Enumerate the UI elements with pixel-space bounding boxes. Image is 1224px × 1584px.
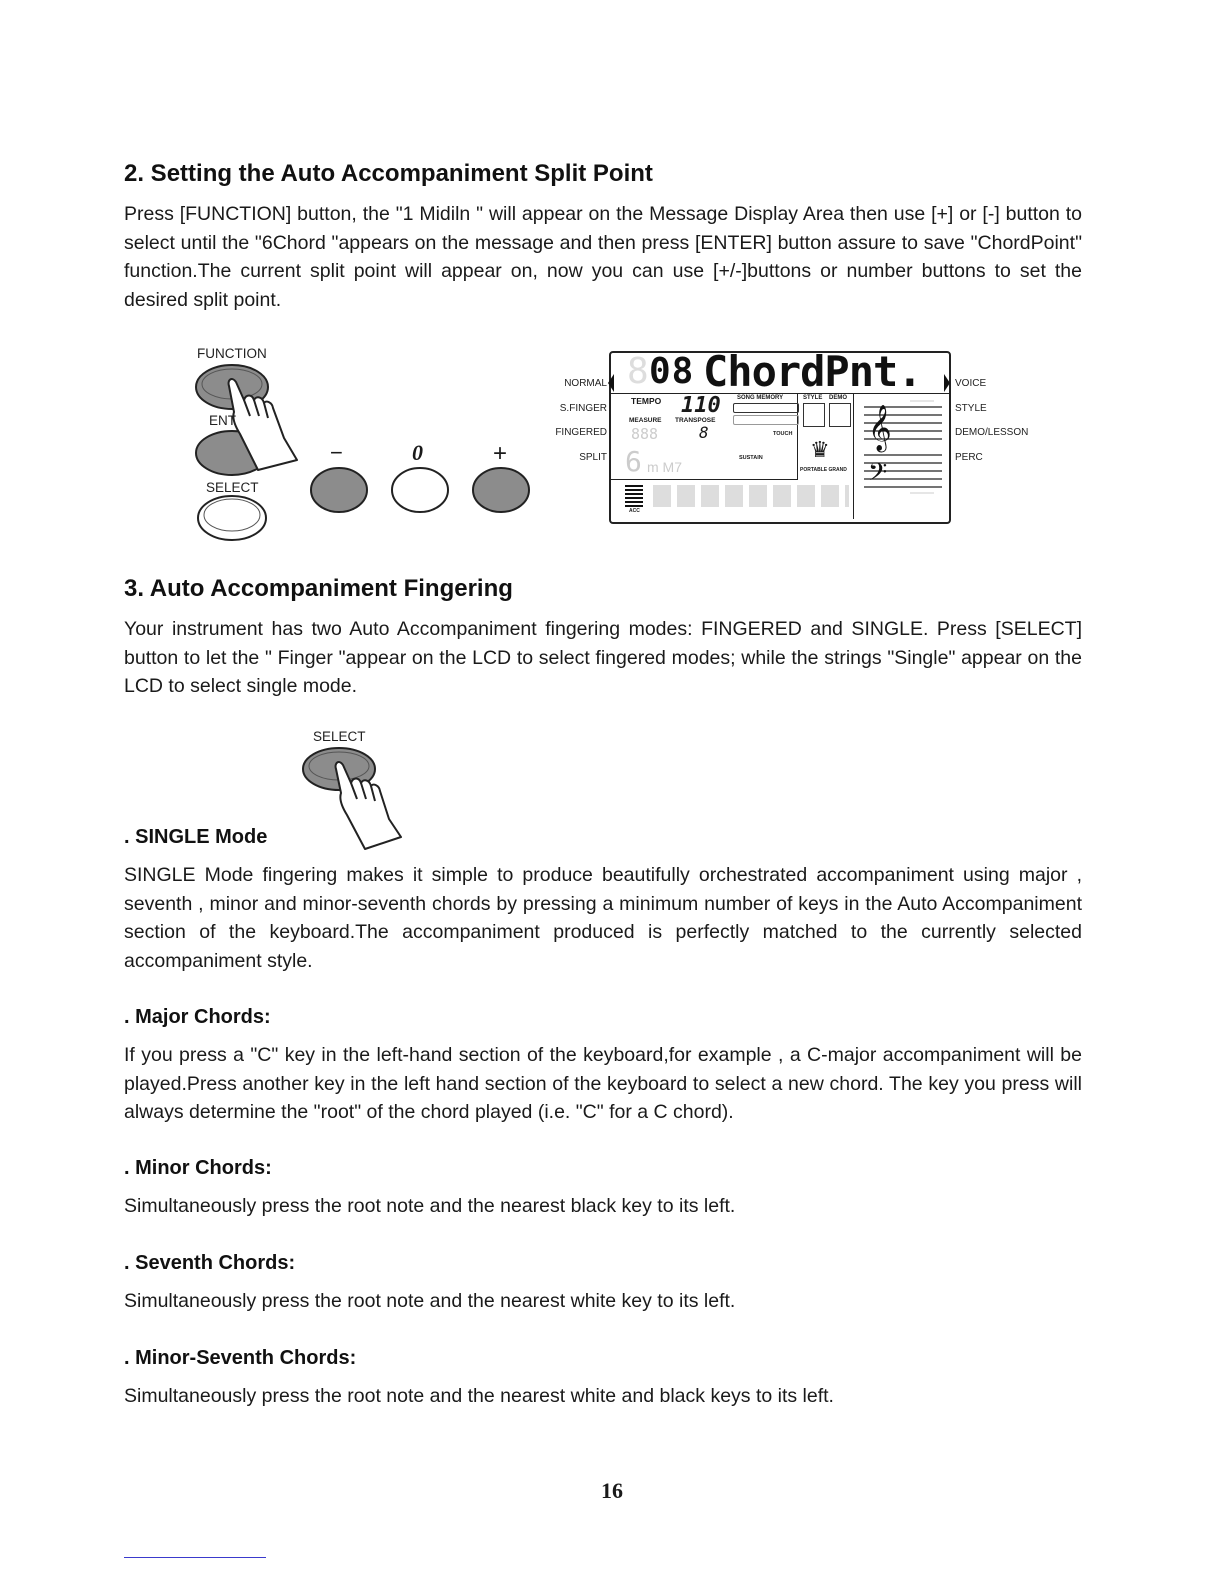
section-3-body: Your instrument has two Auto Accompaniment fingering modes: FINGERED and SINGLE. Press [SELECT] button to let the " Finger "appear on the LCD to select fingered modes; while the strings "Single" appear on the LCD to select single mode. — [124, 618, 1082, 697]
zero-label: 0 — [412, 440, 423, 465]
minor-chords-body: Simultaneously press the root note and the nearest black key to its left. — [124, 1195, 736, 1217]
zero-button[interactable] — [392, 468, 448, 512]
minor-seventh-chords-body: Simultaneously press the root note and the nearest white and black keys to its left. — [124, 1385, 834, 1407]
lcd-song-memory-label: SONG MEMORY — [737, 395, 784, 401]
lcd-grand-piano-box — [797, 433, 854, 479]
seventh-chords-heading: . Seventh Chords: — [124, 1252, 296, 1274]
minor-seventh-chords-heading: . Minor-Seventh Chords: — [124, 1347, 357, 1369]
major-chords-body: If you press a "C" key in the left-hand section of the keyboard,for example , a C-major accompaniment will be played.Press another key in the left hand section of the keyboard to select a new chord. The key you press will always determine the "root" of the chord played (i.e. "C" for a C chord). — [124, 1044, 1082, 1123]
lcd-acc-bars — [625, 485, 643, 507]
lcd-label-voice: VOICE — [955, 378, 987, 389]
section-2-heading: 2. Setting the Auto Accompaniment Split Point — [124, 160, 653, 187]
indicator-right-icon — [944, 374, 950, 392]
svg-text:𝄢: 𝄢 — [868, 458, 888, 493]
lcd-label-sfinger: S.FINGER — [559, 402, 607, 414]
select-button[interactable] — [198, 496, 266, 540]
plus-label: + — [493, 440, 508, 467]
single-mode-heading: . SINGLE Mode — [124, 826, 268, 848]
piano-icon: ♛ — [810, 437, 830, 462]
plus-button[interactable] — [473, 468, 529, 512]
section-2-body: Press [FUNCTION] button, the "1 Midiln " will appear on the Message Display Area then use [+] or [-] button to select until the "6Chord "appears on the message and then press [ENTER] button assure to save "ChordPoint" function.The current split point will appear on, now you can use [+/-]buttons or number buttons to set the desired split point. — [124, 203, 1082, 311]
lcd-song-memory-bar — [733, 403, 799, 413]
lcd-tempo-value: 110 — [681, 393, 721, 418]
minus-label: − — [330, 440, 343, 465]
lcd-style-box — [803, 403, 825, 427]
lcd-label-perc: PERC — [955, 451, 983, 463]
lcd-portable-grand-label: PORTABLE GRAND — [800, 467, 847, 473]
lcd-message: ChordPnt. — [703, 347, 922, 396]
page-number: 16 — [601, 1478, 623, 1503]
lcd-acc-label: ACC — [629, 508, 640, 514]
lcd-label-style: STYLE — [955, 402, 987, 414]
lcd-message-row: 8 08 ChordPnt. — [611, 353, 949, 394]
indicator-left-icon — [608, 374, 614, 392]
lcd-demo-label: DEMO — [829, 395, 847, 401]
minus-button[interactable] — [311, 468, 367, 512]
select-button-illustration — [295, 745, 415, 855]
lcd-label-split: SPLIT — [579, 451, 607, 463]
lcd-transpose-value: 8 — [699, 423, 709, 442]
svg-text:𝄞: 𝄞 — [868, 405, 892, 451]
section-3-heading: 3. Auto Accompaniment Fingering — [124, 575, 513, 602]
button-panel-illustration — [180, 360, 540, 550]
lcd-number: 08 — [649, 351, 695, 392]
select-label-2: SELECT — [313, 729, 366, 744]
footnote-rule — [124, 1557, 266, 1558]
lcd-transpose-label: TRANSPOSE — [675, 417, 716, 424]
lcd-info-area: TEMPO 110 MEASURE TRANSPOSE 888 8 6 m M7 SONG MEMORY STYLE DEMO — [611, 393, 798, 480]
music-staff-icon — [854, 393, 950, 519]
enter-label: ENT — [209, 413, 236, 428]
lcd-label-fingered: FINGERED — [555, 427, 607, 438]
lcd-label-normal: NORMAL — [564, 378, 607, 389]
lcd-sustain-label: SUSTAIN — [739, 455, 763, 461]
lcd-touch-label: TOUCH — [773, 431, 793, 437]
lcd-indicators — [600, 370, 960, 400]
lcd-label-demo-lesson: DEMO/LESSON — [955, 427, 1029, 438]
lcd-demo-box — [829, 403, 851, 427]
lcd-style-label: STYLE — [803, 395, 823, 401]
minor-chords-heading: . Minor Chords: — [124, 1157, 272, 1179]
major-chords-heading: . Major Chords: — [124, 1006, 271, 1028]
seventh-chords-body: Simultaneously press the root note and the nearest white key to its left. — [124, 1290, 736, 1312]
lcd-acc-row — [611, 479, 853, 519]
lcd-measure-label: MEASURE — [629, 417, 662, 424]
function-label: FUNCTION — [197, 346, 267, 361]
lcd-right-labels — [955, 378, 1028, 476]
single-mode-body: SINGLE Mode fingering makes it simple to produce beautifully orchestrated accompaniment using major , seventh , minor and minor-seventh chords by pressing a minimum number of keys in the Auto Accompaniment section of the keyboard.The accompaniment produced is perfectly matched to the currently selected accompaniment style. — [124, 864, 1082, 972]
select-label: SELECT — [206, 480, 259, 495]
lcd-staff-area — [853, 393, 950, 519]
lcd-tempo-label: TEMPO — [631, 396, 662, 406]
